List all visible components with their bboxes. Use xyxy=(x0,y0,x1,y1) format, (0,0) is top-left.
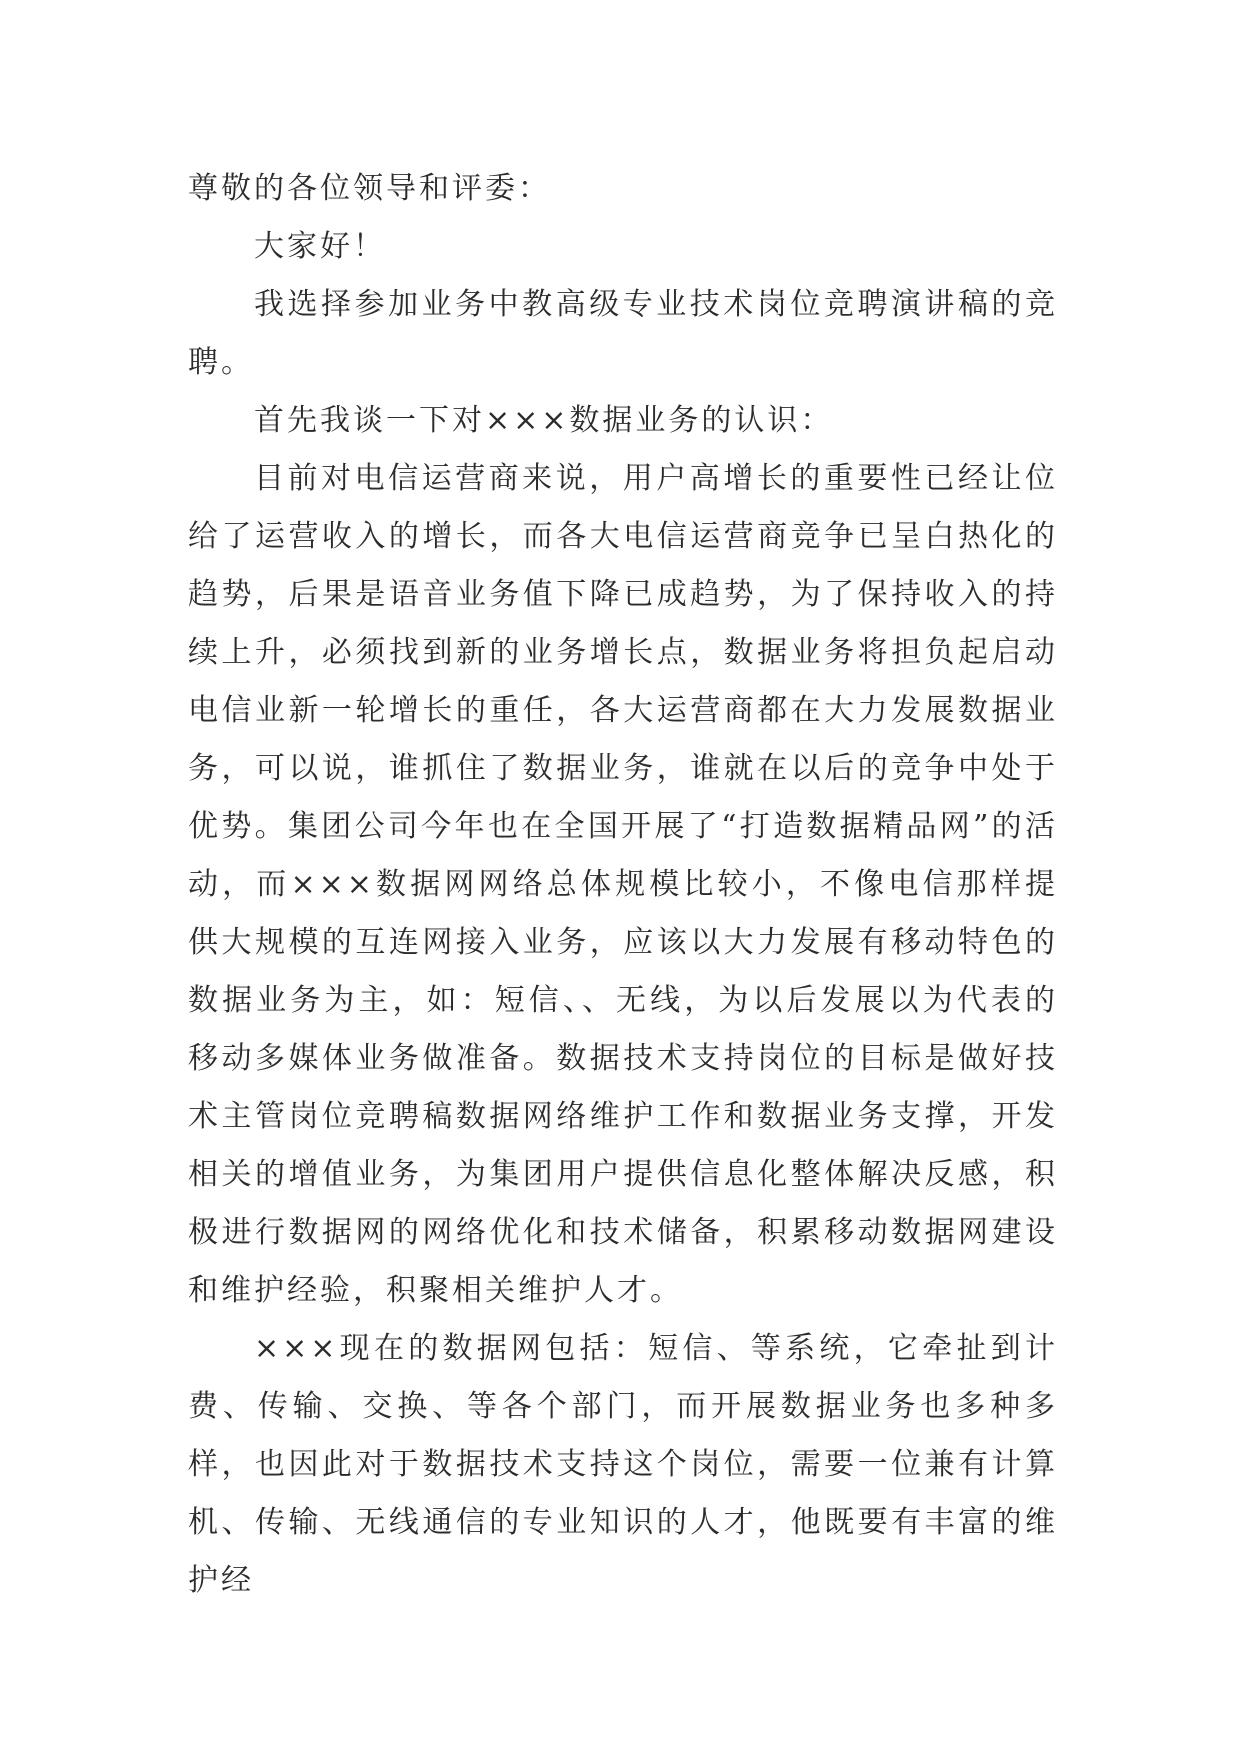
paragraph-greeting: 大家好！ xyxy=(254,229,386,264)
paragraph-network-scope: ×××现在的数据网包括：短信、等系统，它牵扯到计费、传输、交换、等各个部门，而开展数据业务也多种多样，也因此对于数据技术支持这个岗位，需要一位兼有计算机、传输、无线通信的专业知识的人才，他既要有丰富的维护经 xyxy=(188,1331,1058,1598)
paragraph-industry-analysis: 目前对电信运营商来说，用户高增长的重要性已经让位给了运营收入的增长，而各大电信运营商竞争已呈白热化的趋势，后果是语音业务值下降已成趋势，为了保持收入的持续上升，必须找到新的业务增长点，数据业务将担负起启动电信业新一轮增长的重任，各大运营商都在大力发展数据业务，可以说，谁抓住了数据业务，谁就在以后的竞争中处于优势。集团公司今年也在全国开展了“打造数据精品网”的活动，而×××数据网网络总体规模比较小，不像电信那样提供大规模的互连网接入业务，应该以大力发展有移动特色的数据业务为主，如：短信、、无线，为以后发展以为代表的移动多媒体业务做准备。数据技术支持岗位的目标是做好技术主管岗位竞聘稿数据网络维护工作和数据业务支撑，开发相关的增值业务，为集团用户提供信息化整体解决反感，积极进行数据网的网络优化和技术储备，积累移动数据网建设和维护经验，积聚相关维护人才。 xyxy=(188,461,1058,1308)
paragraph-application: 我选择参加业务中教高级专业技术岗位竞聘演讲稿的竞聘。 xyxy=(188,287,1058,380)
salutation: 尊敬的各位领导和评委： xyxy=(188,171,551,206)
paragraph-intro: 首先我谈一下对×××数据业务的认识： xyxy=(254,403,834,438)
document-body xyxy=(188,160,1058,1610)
